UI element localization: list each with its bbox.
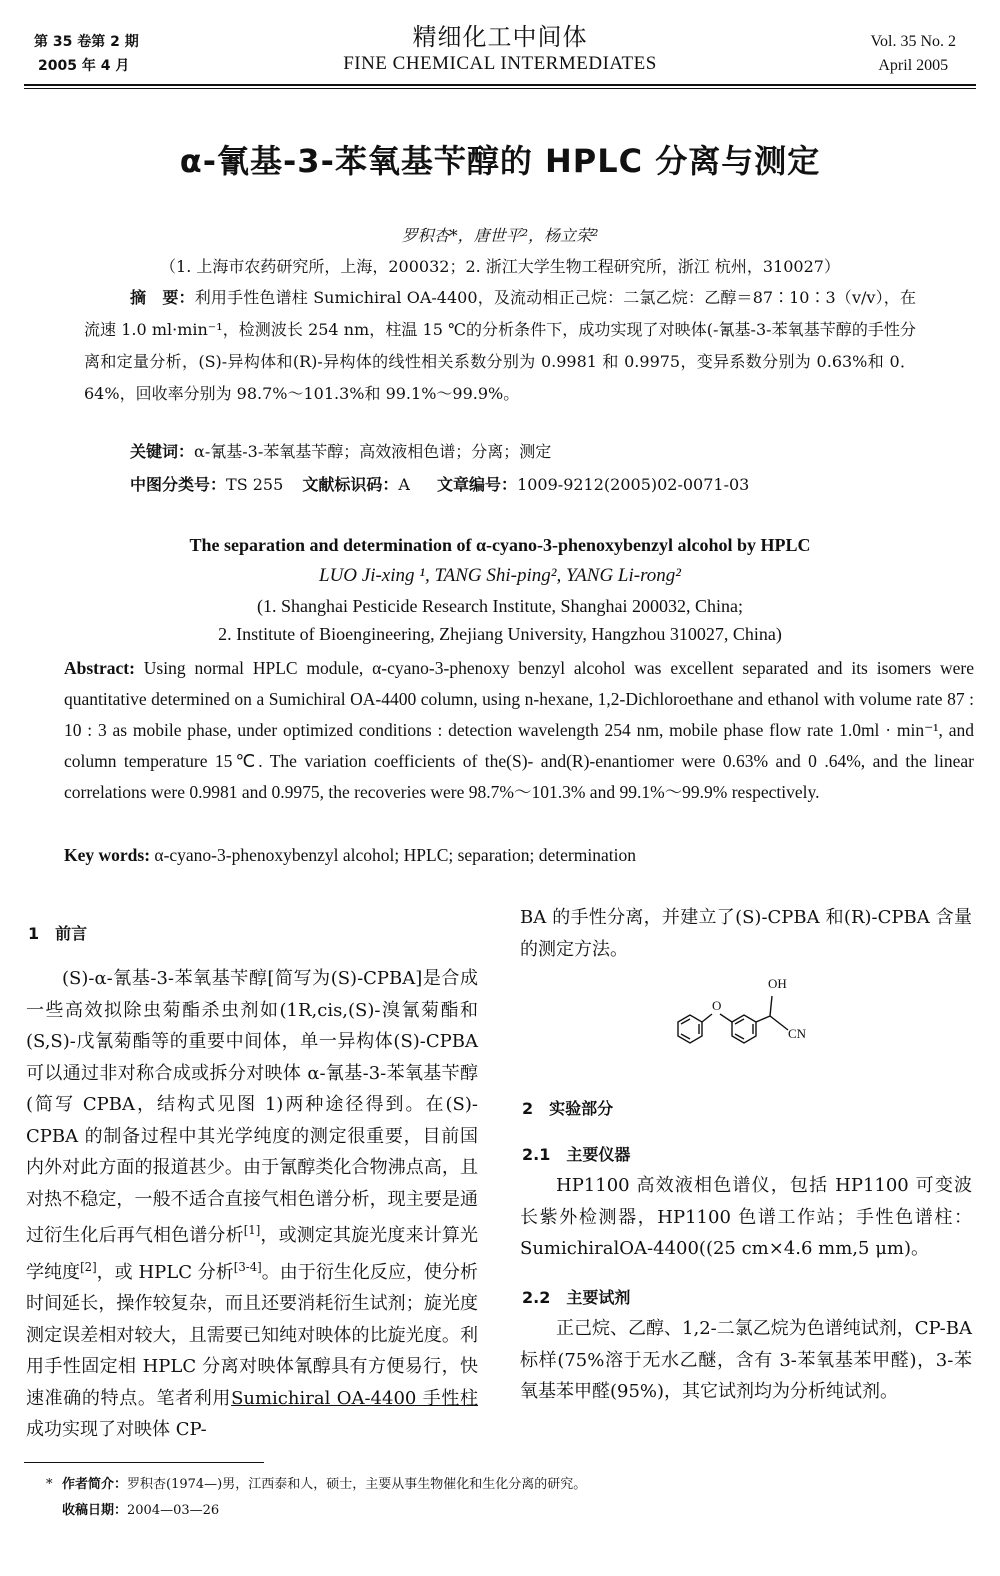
section-2-1-body: HP1100 高效液相色谱仪，包括 HP1100 可变波长紫外检测器，HP1100 色谱工作站；手性色谱柱：SumichiralOA-4400((25 cm×4.6 mm,5 μm)。	[520, 1175, 972, 1259]
abstract-en-label: Abstract:	[64, 658, 135, 678]
received-date	[62, 1500, 962, 1522]
classification-cn	[130, 469, 950, 501]
structure-oxygen: O	[712, 998, 722, 1013]
clc-label: 中图分类号：	[130, 475, 227, 494]
section-1-heading: 1 前言	[28, 924, 88, 943]
abstract-cn-label: 摘 要：	[130, 288, 195, 307]
affiliation-cn: （1. 上海市农药研究所，上海，200032；2. 浙江大学生物工程研究所，浙江 杭州，310027）	[160, 257, 840, 276]
journal-title-en: FINE CHEMICAL INTERMEDIATES	[343, 53, 657, 74]
footnote-mark: *	[46, 1477, 53, 1492]
section-1-body	[26, 963, 478, 1446]
section-1-column-name: Sumichiral OA-4400 手性柱	[231, 1387, 478, 1409]
abstract-en	[64, 653, 974, 808]
section-2-1-heading: 2.1 主要仪器	[522, 1145, 631, 1164]
structure-hydroxyl: OH	[768, 976, 787, 991]
issue-volume: 第 35 卷第 2 期	[34, 34, 139, 50]
journal-title-cn: 精细化工中间体	[412, 23, 588, 51]
keywords-cn-label: 关键词：	[130, 442, 195, 461]
issue-date: 2005 年 4 月	[38, 58, 130, 74]
keywords-en-text: α-cyano-3-phenoxybenzyl alcohol; HPLC; separation; determination	[154, 845, 636, 865]
section-1-text-d: 。由于衍生化反应，使分析时间延长，操作较复杂，而且还要消耗衍生试剂；旋光度测定误差相对较大，且需要已知纯对映体的比旋光度。利用手性固定相 HPLC 分离对映体氰醇具有方便易行，快速准确的特点。笔者利用	[26, 1261, 479, 1409]
clc-value: TS 255	[226, 475, 284, 494]
abstract-cn	[84, 282, 916, 410]
section-1-text-c: ，或 HPLC 分析	[96, 1261, 234, 1283]
received-date-label: 收稿日期：	[62, 1503, 128, 1518]
doc-code-value: A	[398, 475, 410, 494]
ref-3: [3-4]	[233, 1259, 262, 1274]
section-2-heading: 2 实验部分	[522, 1099, 614, 1118]
article-no-label: 文章编号：	[437, 475, 518, 494]
affiliation-en-1: (1. Shanghai Pesticide Research Institute, Shanghai 200032, China;	[257, 596, 743, 616]
section-1-text-f: 成功实现了对映体 CP-	[26, 1419, 207, 1440]
section-2-2-body: 正己烷、乙醇、1,2-二氯乙烷为色谱纯试剂，CP-BA 标样(75%溶于无水乙醚，含有 3-苯氧基苯甲醛)，3-苯氧基苯甲醛(95%)，其它试剂均为分析纯试剂。	[520, 1318, 972, 1402]
keywords-cn	[130, 436, 950, 468]
ref-2: [2]	[80, 1259, 97, 1274]
issue-volume-en: Vol. 35 No. 2	[870, 33, 956, 50]
structure-nitrile: CN	[788, 1026, 807, 1041]
footnote-rule	[24, 1462, 264, 1463]
cpba-structure-figure	[660, 972, 830, 1072]
issue-info-en	[871, 30, 957, 78]
author-footnote	[46, 1474, 962, 1496]
received-date-value: 2004—03—26	[127, 1503, 220, 1518]
authors-cn: 罗积杏*，唐世平²，杨立荣²	[401, 226, 599, 245]
author-footnote-text: 罗积杏(1974—)男，江西泰和人，硕士，主要从事生物催化和生化分离的研究。	[127, 1477, 587, 1492]
doc-code-label: 文献标识码：	[302, 475, 399, 494]
header-rule-thin	[24, 88, 976, 89]
section-1-continuation: BA 的手性分离，并建立了(S)-CPBA 和(R)-CPBA 含量的测定方法。	[520, 907, 972, 960]
affiliation-en-2: 2. Institute of Bioengineering, Zhejiang University, Hangzhou 310027, China)	[218, 624, 782, 644]
keywords-cn-text: α-氰基-3-苯氧基苄醇；高效液相色谱；分离；测定	[194, 442, 552, 461]
author-footnote-label: 作者简介：	[62, 1477, 128, 1492]
issue-date-en: April 2005	[878, 57, 949, 74]
section-1-text-a: (S)-α-氰基-3-苯氧基苄醇[简写为(S)-CPBA]是合成一些高效拟除虫菊酯杀虫剂如(1R,cis,(S)-溴氰菊酯和(S,S)-戊氰菊酯等的重要中间体，单一异构体(S)-CPBA 可以通过非对称合成或拆分对映体 α-氰基-3-苯氧基苄醇(简写 CPBA，结构式见图 1)两种途径得到。在(S)-CPBA 的制备过程中其光学纯度的测定很重要，目前国内外对此方面的报道甚少。由于氰醇类化合物沸点高，且对热不稳定，一般不适合直接气相色谱分析，现主要是通过衍生化后再气相色谱分析	[26, 968, 478, 1246]
abstract-cn-text: 利用手性色谱柱 Sumichiral OA-4400，及流动相正己烷：二氯乙烷：乙醇＝87∶10∶3（v/v），在流速 1.0 ml·min⁻¹，检测波长 254 nm，柱温 15 ℃的分析条件下，成功实现了对映体(-氰基-3-苯氧基苄醇的手性分离和定量分析，(S)-异构体和(R)-异构体的线性相关系数分别为 0.9981 和 0.9975，变异系数分别为 0.63%和 0．64%，回收率分别为 98.7%～101.3%和 99.1%～99.9%。	[84, 288, 916, 403]
ref-1: [1]	[243, 1223, 261, 1237]
paper-title-cn: α-氰基-3-苯氧基苄醇的 HPLC 分离与测定	[179, 142, 821, 180]
section-1-text-b: ，或测定其旋光度来计算光学纯度	[26, 1225, 478, 1283]
issue-info	[34, 30, 139, 78]
keywords-en-label: Key words:	[64, 845, 151, 865]
article-no-value: 1009-9212(2005)02-0071-03	[517, 475, 750, 494]
abstract-en-text: Using normal HPLC module, α-cyano-3-phenoxy benzyl alcohol was excellent separated and its isomers were quantitative determined on a Sumichiral OA-4400 column, using n-hexane, 1,2-Dichloroethane and ethanol with volume rate 87 : 10 : 3 as mobile phase, under optimized conditions : detection wavelength 254 nm, mobile phase flow rate 1.0ml · min⁻¹, and column temperature 15℃. The variation coefficients of the(S)- and(R)-enantiomer were 0.63% and 0 .64%, and the linear correlations were 0.9981 and 0.9975, the recoveries were 98.7%～101.3% and 99.1%～99.9% respectively.	[64, 658, 974, 802]
keywords-en	[64, 840, 974, 871]
header-rule	[24, 84, 976, 86]
paper-title-en: The separation and determination of α-cyano-3-phenoxybenzyl alcohol by HPLC	[189, 535, 811, 555]
section-2-2-heading: 2.2 主要试剂	[522, 1288, 631, 1307]
authors-en: LUO Ji-xing ¹, TANG Shi-ping², YANG Li-rong²	[319, 565, 681, 586]
journal-title	[280, 22, 720, 76]
